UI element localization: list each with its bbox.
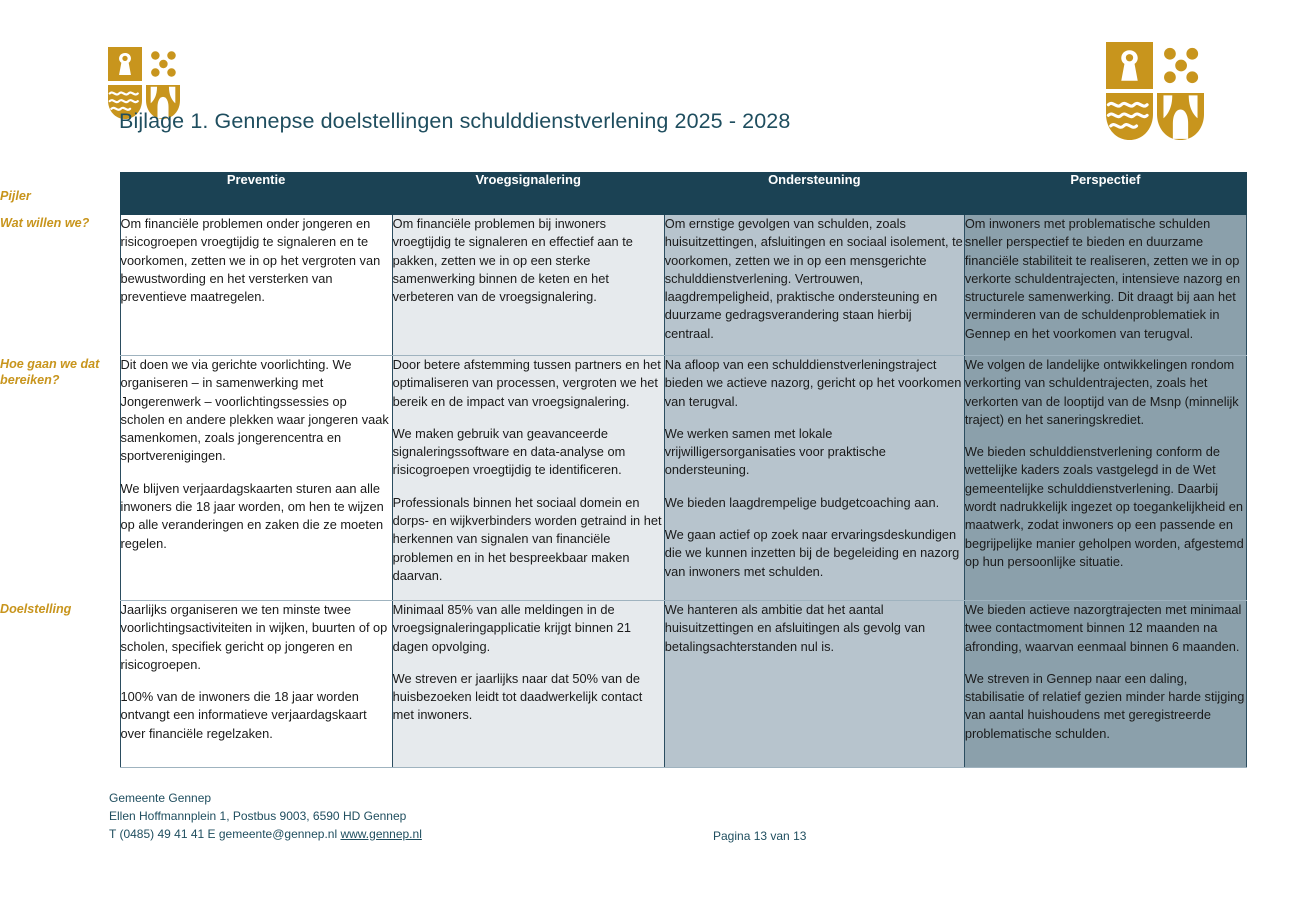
cell-paragraph: We maken gebruik van geavanceerde signaleringssoftware en data-analyse om risicogroepen vroegtijdig te identificeren. — [392, 425, 626, 478]
row-label-wat-willen-we: Wat willen we? — [0, 215, 120, 356]
cell-paragraph: We streven in Gennep naar een daling, stabilisatie of relatief gezien minder harde stijging van aantal huishoudens met geregistreerde problematische schulden. — [964, 670, 1245, 741]
cell-doel-preventie — [120, 601, 392, 768]
cell-doel-vroegsignalering — [392, 601, 664, 768]
column-header-vroegsignalering: Vroegsignalering — [392, 172, 664, 215]
cell-paragraph: We bieden laagdrempelige budgetcoaching aan. — [664, 494, 940, 510]
cell-paragraph: Door betere afstemming tussen partners en het optimaliseren van processen, vergroten we het bereik en de impact van vroegsignalering. — [392, 357, 661, 409]
cell-hoe-preventie — [120, 356, 392, 601]
cell-paragraph: We werken samen met lokale vrijwilligersorganisaties voor praktische ondersteuning. — [664, 425, 886, 478]
cell-paragraph: We bieden schulddienstverlening conform de wettelijke kaders zoals vastgelegd in de Wet gemeentelijke schulddienstverlening. Daarbij wordt nadrukkelijk ingezet op toegankelijkheid en maatwerk, zodat inwoners op een passende en begrijpelijke manier geholpen worden, afgestemd op hun persoonlijke situatie. — [964, 444, 1244, 569]
footer-page-number: Pagina 13 van 13 — [713, 829, 807, 843]
footer-street-address: Ellen Hoffmannplein 1, Postbus 9003, 6590 HD Gennep — [109, 808, 407, 823]
column-header-preventie: Preventie — [120, 172, 392, 215]
footer-address-block — [109, 790, 422, 843]
arms-quarter-dots-icon — [1157, 42, 1204, 89]
table-row — [0, 601, 1247, 768]
row-label-doelstelling: Doelstelling — [0, 601, 120, 768]
cell-paragraph: Jaarlijks organiseren we ten minste twee voorlichtingsactiviteiten in wijken, buurten of op scholen, specifiek gericht op jongeren en risicogroepen. — [120, 602, 388, 672]
arms-quarter-waves-icon — [1106, 93, 1153, 140]
cell-doel-perspectief — [964, 601, 1246, 768]
arms-quarter-keyhole-icon — [1106, 42, 1153, 89]
table-header-row — [0, 172, 1247, 215]
cell-paragraph: Om financiële problemen bij inwoners vroegtijdig te signaleren en effectief aan te pakken, zetten we in op een sterke samenwerking binnen de keten en het verbeteren van de vroegsignalering. — [392, 216, 633, 305]
document-header — [0, 0, 1299, 152]
column-header-ondersteuning: Ondersteuning — [664, 172, 964, 215]
cell-paragraph: Professionals binnen het sociaal domein en dorps- en wijkverbinders worden getraind in het herkennen van signalen van financiële problemen en in het bespreekbaar maken daarvan. — [392, 494, 662, 583]
footer-organisation: Gemeente Gennep — [109, 791, 212, 805]
column-header-perspectief: Perspectief — [964, 172, 1246, 215]
goals-table-wrapper — [0, 172, 1299, 768]
row-label-hoe-gaan-we-dat-bereiken: Hoe gaan we dat bereiken? — [0, 356, 120, 601]
cell-wat-preventie — [120, 215, 392, 356]
cell-paragraph: Na afloop van een schulddienstverleningstraject bieden we actieve nazorg, gericht op het voorkomen van terugval. — [664, 357, 962, 409]
page-title: Bijlage 1. Gennepse doelstellingen schulddienstverlening 2025 - 2028 — [119, 109, 791, 133]
arms-quarter-chalice-icon — [1157, 93, 1204, 140]
gennep-coat-of-arms-icon-large — [1106, 42, 1204, 140]
cell-wat-perspectief — [964, 215, 1246, 356]
cell-hoe-vroegsignalering — [392, 356, 664, 601]
cell-paragraph: 100% van de inwoners die 18 jaar worden ontvangt een informatieve verjaardagskaart over financiële regelzaken. — [120, 689, 367, 741]
cell-paragraph: We gaan actief op zoek naar ervaringsdeskundigen die we kunnen inzetten bij de begeleiding en nazorg van inwoners met schulden. — [664, 527, 960, 579]
cell-paragraph: Minimaal 85% van alle meldingen in de vroegsignaleringapplicatie krijgt binnen 21 dagen opvolging. — [392, 602, 631, 654]
row-label-pijler: Pijler — [0, 172, 120, 215]
footer-phone-email: T (0485) 49 41 41 E gemeente@gennep.nl — [109, 826, 341, 841]
cell-wat-ondersteuning — [664, 215, 964, 356]
goals-table — [0, 172, 1247, 768]
cell-wat-vroegsignalering — [392, 215, 664, 356]
cell-doel-ondersteuning — [664, 601, 964, 768]
cell-paragraph: We bieden actieve nazorgtrajecten met minimaal twee contactmoment binnen 12 maanden na afronding, waarvan eenmaal binnen 6 maanden. — [964, 602, 1242, 654]
arms-quarter-keyhole-icon — [108, 47, 142, 81]
cell-paragraph: Om financiële problemen onder jongeren en risicogroepen vroegtijdig te signaleren en te voorkomen, zetten we in op het vergroten van bewustwording en het versterken van preventieve maatregelen. — [120, 216, 381, 305]
cell-paragraph: We blijven verjaardagskaarten sturen aan alle inwoners die 18 jaar worden, om hen te wijzen op alle veranderingen en zaken die ze moeten regelen. — [120, 480, 384, 551]
cell-hoe-perspectief — [964, 356, 1246, 601]
table-row — [0, 215, 1247, 356]
cell-paragraph: Om inwoners met problematische schulden sneller perspectief te bieden en duurzame financiële stabiliteit te realiseren, zetten we in op verkorte schuldentrajecten, intensieve nazorg en structurele samenwerking. Dit draagt bij aan het verminderen van de schuldenproblematiek in Gennep en het voorkomen van terugval. — [964, 216, 1241, 341]
cell-hoe-ondersteuning — [664, 356, 964, 601]
cell-paragraph: We volgen de landelijke ontwikkelingen rondom verkorting van schuldentrajecten, zoals het verkorten van de looptijd van de Msnp (minnelijk traject) en het saneringskrediet. — [964, 357, 1239, 427]
footer-website-link[interactable]: www.gennep.nl — [340, 826, 422, 841]
footer-contact-line — [109, 826, 422, 844]
cell-paragraph: Dit doen we via gerichte voorlichting. We organiseren – in samenwerking met Jongerenwerk – voorlichtingssessies op scholen en andere plekken waar jongeren vaak samenkomen, zoals jongerencentra en sportverenigingen. — [120, 357, 389, 464]
cell-paragraph: We streven er jaarlijks naar dat 50% van de huisbezoeken leidt tot daadwerkelijk contact met inwoners. — [392, 670, 643, 723]
arms-quarter-dots-icon — [146, 47, 180, 81]
cell-paragraph: We hanteren als ambitie dat het aantal huisuitzettingen en afsluitingen als gevolg van betalingsachterstanden nul is. — [664, 602, 926, 654]
table-row — [0, 356, 1247, 601]
cell-paragraph: Om ernstige gevolgen van schulden, zoals huisuitzettingen, afsluitingen en sociaal isolement, te voorkomen, zetten we in op een mensgerichte schulddienstverlening. Vertrouwen, laagdrempeligheid, praktische ondersteuning en duurzame gedragsverandering staan hierbij centraal. — [664, 216, 963, 341]
